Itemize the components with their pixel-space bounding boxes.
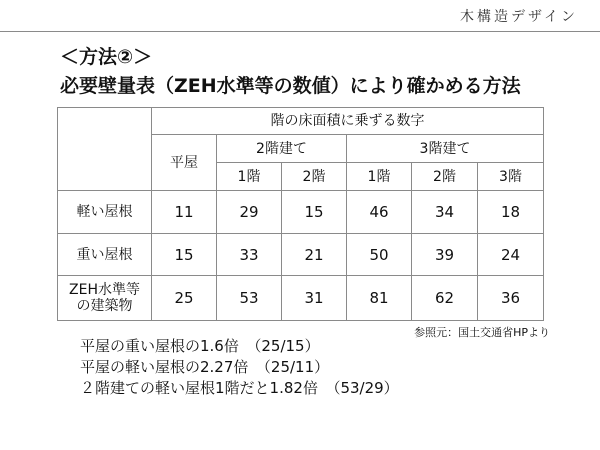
table-row [58,276,544,321]
table-cell: 81 [347,276,412,321]
col-header-hiraya: 平屋 [152,135,217,191]
method-label: ＜方法②＞ [60,46,153,68]
subheader-3f-floor3: 3階 [478,163,544,191]
table-row [58,234,544,276]
col-header-3f: 3階建て [347,135,544,163]
group-header: 階の床面積に乗ずる数字 [152,108,544,135]
table-corner-cell [58,108,152,191]
row-label: 軽い屋根 [58,191,152,234]
table-cell: 29 [217,191,282,234]
header-divider [0,31,600,32]
table-cell: 53 [217,276,282,321]
table-cell: 25 [152,276,217,321]
source-citation: 参照元：国土交通省HPより [414,326,550,339]
subheader-2f-floor1: 1階 [217,163,282,191]
note-line: ２階建ての軽い屋根1階だと1.82倍 （53/29） [80,379,399,397]
row-label [58,276,152,321]
table-row [58,191,544,234]
table-cell: 11 [152,191,217,234]
wall-quantity-table [57,107,544,321]
note-line: 平屋の軽い屋根の2.27倍 （25/11） [80,358,330,376]
subheader-3f-floor2: 2階 [412,163,478,191]
row-label: 重い屋根 [58,234,152,276]
table-cell: 18 [478,191,544,234]
table-cell: 62 [412,276,478,321]
table-cell: 39 [412,234,478,276]
table-cell: 24 [478,234,544,276]
col-header-2f: 2階建て [217,135,347,163]
row-label-line2: の建築物 [76,298,133,314]
table-cell: 15 [152,234,217,276]
table-cell: 36 [478,276,544,321]
table-cell: 33 [217,234,282,276]
notes-block [80,336,399,399]
table-cell: 46 [347,191,412,234]
table-cell: 31 [282,276,347,321]
table-cell: 50 [347,234,412,276]
table-cell: 21 [282,234,347,276]
subheader-3f-floor1: 1階 [347,163,412,191]
brand-logo-text: 木構造デザイン [459,9,578,25]
page-title: 必要壁量表（ZEH水準等の数値）により確かめる方法 [60,75,521,97]
subheader-2f-floor2: 2階 [282,163,347,191]
row-label-line1: ZEH水準等 [69,282,140,298]
note-line: 平屋の重い屋根の1.6倍 （25/15） [80,337,320,355]
table-cell: 34 [412,191,478,234]
table-cell: 15 [282,191,347,234]
